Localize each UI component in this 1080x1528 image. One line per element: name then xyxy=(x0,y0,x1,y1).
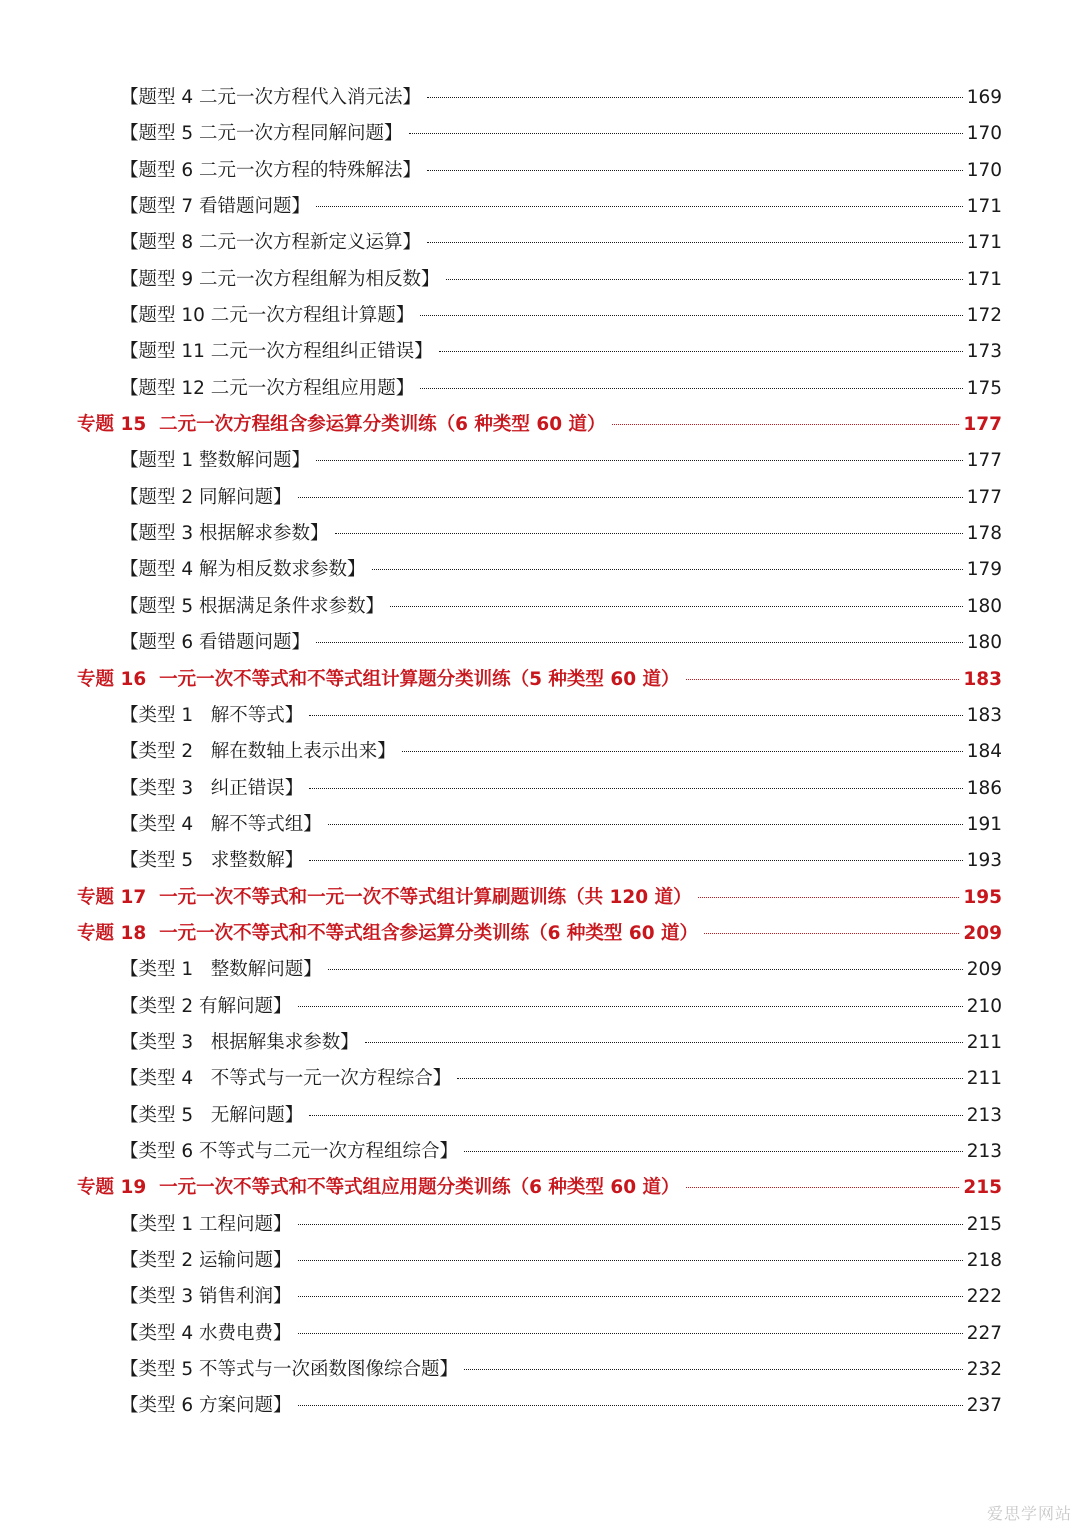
toc-section-entry[interactable] xyxy=(120,698,1002,734)
toc-entry-page-number: 170 xyxy=(966,159,1002,181)
toc-entry-title: 专题 17 一元一次不等式和一元一次不等式组计算刷题训练（共 120 道） xyxy=(77,886,692,908)
toc-entry-page-number: 177 xyxy=(963,414,1002,436)
toc-section-entry[interactable] xyxy=(120,734,1002,770)
toc-chapter-entry[interactable] xyxy=(77,662,1002,698)
toc-section-entry[interactable] xyxy=(120,1061,1002,1097)
toc-section-entry[interactable] xyxy=(120,552,1002,588)
toc-entry-title: 【题型 9 二元一次方程组解为相反数】 xyxy=(120,268,440,290)
toc-entry-title: 【类型 4 解不等式组】 xyxy=(120,813,322,835)
toc-section-entry[interactable] xyxy=(120,1098,1002,1134)
toc-entry-title: 【类型 1 整数解问题】 xyxy=(120,959,322,981)
toc-entry-page-number: 186 xyxy=(966,777,1002,799)
toc-entry-title: 【类型 5 不等式与一次函数图像综合题】 xyxy=(120,1359,459,1381)
toc-entry-title: 【类型 3 销售利润】 xyxy=(120,1286,292,1308)
toc-entry-page-number: 211 xyxy=(966,1031,1002,1053)
toc-entry-title: 【题型 6 二元一次方程的特殊解法】 xyxy=(120,159,422,181)
toc-entry-title: 专题 15 二元一次方程组含参运算分类训练（6 种类型 60 道） xyxy=(77,414,606,436)
toc-chapter-entry[interactable] xyxy=(77,916,1002,952)
toc-entry-page-number: 227 xyxy=(966,1322,1002,1344)
dot-leader xyxy=(328,824,963,825)
dot-leader xyxy=(439,351,963,352)
toc-entry-title: 【题型 11 二元一次方程组纠正错误】 xyxy=(120,341,433,363)
toc-entry-page-number: 171 xyxy=(966,268,1002,290)
toc-chapter-entry[interactable] xyxy=(77,880,1002,916)
toc-entry-title: 专题 16 一元一次不等式和不等式组计算题分类训练（5 种类型 60 道） xyxy=(77,668,680,690)
toc-section-entry[interactable] xyxy=(120,952,1002,988)
toc-section-entry[interactable] xyxy=(120,1352,1002,1388)
dot-leader xyxy=(335,533,963,534)
dot-leader xyxy=(298,1224,963,1225)
dot-leader xyxy=(409,133,963,134)
toc-entry-title: 【类型 5 求整数解】 xyxy=(120,850,304,872)
dot-leader xyxy=(427,170,963,171)
toc-section-entry[interactable] xyxy=(120,480,1002,516)
dot-leader xyxy=(298,1333,963,1334)
dot-leader xyxy=(704,933,959,934)
dot-leader xyxy=(686,1187,960,1188)
toc-entry-page-number: 213 xyxy=(966,1140,1002,1162)
dot-leader xyxy=(464,1151,963,1152)
toc-entry-page-number: 179 xyxy=(966,559,1002,581)
toc-entry-page-number: 180 xyxy=(966,632,1002,654)
toc-section-entry[interactable] xyxy=(120,516,1002,552)
toc-entry-title: 【类型 6 不等式与二元一次方程组综合】 xyxy=(120,1140,459,1162)
dot-leader xyxy=(309,860,962,861)
toc-entry-page-number: 184 xyxy=(966,741,1002,763)
toc-entry-page-number: 169 xyxy=(966,87,1002,108)
toc-entry-page-number: 172 xyxy=(966,305,1002,327)
toc-entry-page-number: 222 xyxy=(966,1286,1002,1308)
toc-entry-page-number: 170 xyxy=(966,123,1002,145)
dot-leader xyxy=(316,642,963,643)
toc-entry-page-number: 209 xyxy=(966,959,1002,981)
toc-chapter-entry[interactable] xyxy=(77,407,1002,443)
toc-section-entry[interactable] xyxy=(120,116,1002,152)
toc-entry-title: 【题型 5 二元一次方程同解问题】 xyxy=(120,123,403,145)
dot-leader xyxy=(612,424,960,425)
toc-entry-page-number: 218 xyxy=(966,1250,1002,1271)
toc-entry-page-number: 232 xyxy=(966,1359,1002,1381)
toc-section-entry[interactable] xyxy=(120,1388,1002,1424)
toc-entry-page-number: 183 xyxy=(966,704,1002,726)
dot-leader xyxy=(420,315,962,316)
dot-leader xyxy=(309,788,962,789)
watermark: 爱思学网站 xyxy=(986,1504,1072,1523)
dot-leader xyxy=(698,897,960,898)
toc-section-entry[interactable] xyxy=(120,80,1002,116)
toc-entry-page-number: 173 xyxy=(966,341,1002,363)
toc-section-entry[interactable] xyxy=(120,625,1002,661)
dot-leader xyxy=(309,1115,962,1116)
toc-section-entry[interactable] xyxy=(120,1316,1002,1352)
toc-section-entry[interactable] xyxy=(120,589,1002,625)
toc-entry-title: 【题型 6 看错题问题】 xyxy=(120,632,311,654)
dot-leader xyxy=(298,1405,963,1406)
toc-entry-page-number: 177 xyxy=(966,450,1002,472)
toc-section-entry[interactable] xyxy=(120,1279,1002,1315)
toc-entry-title: 【题型 4 二元一次方程代入消元法】 xyxy=(120,87,422,108)
dot-leader xyxy=(298,1296,963,1297)
toc-section-entry[interactable] xyxy=(120,371,1002,407)
toc-entry-title: 【类型 3 纠正错误】 xyxy=(120,777,304,799)
dot-leader xyxy=(457,1078,962,1079)
toc-entry-title: 【题型 4 解为相反数求参数】 xyxy=(120,559,366,581)
dot-leader xyxy=(427,242,963,243)
dot-leader xyxy=(328,969,963,970)
toc-entry-page-number: 237 xyxy=(966,1395,1002,1417)
toc-entry-title: 【题型 8 二元一次方程新定义运算】 xyxy=(120,232,422,254)
dot-leader xyxy=(686,679,960,680)
toc-entry-title: 【类型 6 方案问题】 xyxy=(120,1395,292,1417)
toc-entry-page-number: 191 xyxy=(966,813,1002,835)
toc-section-entry[interactable] xyxy=(120,807,1002,843)
toc-entry-title: 【类型 4 水费电费】 xyxy=(120,1322,292,1344)
toc-section-entry[interactable] xyxy=(120,1243,1002,1279)
toc-entry-page-number: 209 xyxy=(963,922,1002,944)
toc-entry-page-number: 171 xyxy=(966,196,1002,218)
toc-entry-title: 【类型 4 不等式与一元一次方程综合】 xyxy=(120,1068,452,1090)
toc-entry-title: 【题型 2 同解问题】 xyxy=(120,486,292,508)
toc-entry-title: 【题型 5 根据满足条件求参数】 xyxy=(120,595,385,617)
toc-entry-title: 专题 19 一元一次不等式和不等式组应用题分类训练（6 种类型 60 道） xyxy=(77,1177,680,1199)
toc-section-entry[interactable] xyxy=(120,334,1002,370)
toc-entry-page-number: 178 xyxy=(966,523,1002,545)
toc-entry-page-number: 180 xyxy=(966,595,1002,617)
toc-entry-page-number: 175 xyxy=(966,377,1002,399)
dot-leader xyxy=(464,1369,963,1370)
toc-section-entry[interactable] xyxy=(120,989,1002,1025)
dot-leader xyxy=(309,715,962,716)
dot-leader xyxy=(446,279,963,280)
dot-leader xyxy=(402,751,963,752)
toc-entry-title: 【类型 1 工程问题】 xyxy=(120,1213,292,1235)
toc-entry-title: 【类型 2 有解问题】 xyxy=(120,995,292,1017)
dot-leader xyxy=(420,388,962,389)
toc-section-entry[interactable] xyxy=(120,225,1002,261)
table-of-contents xyxy=(0,80,1080,1425)
toc-entry-title: 【题型 1 整数解问题】 xyxy=(120,450,311,472)
toc-entry-title: 【题型 12 二元一次方程组应用题】 xyxy=(120,377,415,399)
toc-entry-page-number: 210 xyxy=(966,995,1002,1017)
toc-section-entry[interactable] xyxy=(120,1025,1002,1061)
toc-entry-page-number: 193 xyxy=(966,850,1002,872)
toc-entry-page-number: 213 xyxy=(966,1104,1002,1126)
toc-entry-page-number: 195 xyxy=(963,886,1002,908)
toc-entry-page-number: 177 xyxy=(966,486,1002,508)
dot-leader xyxy=(316,460,963,461)
dot-leader xyxy=(298,1260,963,1261)
toc-chapter-entry[interactable] xyxy=(77,1170,1002,1206)
toc-entry-title: 【类型 2 运输问题】 xyxy=(120,1250,292,1271)
dot-leader xyxy=(316,206,963,207)
toc-section-entry[interactable] xyxy=(120,1134,1002,1170)
dot-leader xyxy=(298,497,963,498)
dot-leader xyxy=(298,1006,963,1007)
toc-entry-title: 【类型 3 根据解集求参数】 xyxy=(120,1031,359,1053)
dot-leader xyxy=(427,97,963,98)
toc-entry-page-number: 215 xyxy=(963,1177,1002,1199)
toc-entry-page-number: 215 xyxy=(966,1213,1002,1235)
toc-entry-title: 【类型 2 解在数轴上表示出来】 xyxy=(120,741,396,763)
toc-entry-title: 【题型 7 看错题问题】 xyxy=(120,196,311,218)
toc-entry-title: 【题型 3 根据解求参数】 xyxy=(120,523,329,545)
toc-section-entry[interactable] xyxy=(120,262,1002,298)
toc-entry-page-number: 211 xyxy=(966,1068,1002,1090)
toc-section-entry[interactable] xyxy=(120,843,1002,879)
toc-section-entry[interactable] xyxy=(120,189,1002,225)
toc-section-entry[interactable] xyxy=(120,298,1002,334)
toc-section-entry[interactable] xyxy=(120,443,1002,479)
dot-leader xyxy=(372,569,963,570)
toc-entry-title: 【类型 5 无解问题】 xyxy=(120,1104,304,1126)
toc-section-entry[interactable] xyxy=(120,153,1002,189)
dot-leader xyxy=(365,1042,963,1043)
toc-entry-title: 专题 18 一元一次不等式和不等式组含参运算分类训练（6 种类型 60 道） xyxy=(77,922,699,944)
toc-section-entry[interactable] xyxy=(120,1207,1002,1243)
toc-entry-title: 【题型 10 二元一次方程组计算题】 xyxy=(120,305,415,327)
toc-section-entry[interactable] xyxy=(120,771,1002,807)
toc-entry-page-number: 183 xyxy=(963,668,1002,690)
toc-entry-page-number: 171 xyxy=(966,232,1002,254)
toc-entry-title: 【类型 1 解不等式】 xyxy=(120,704,304,726)
dot-leader xyxy=(390,606,963,607)
